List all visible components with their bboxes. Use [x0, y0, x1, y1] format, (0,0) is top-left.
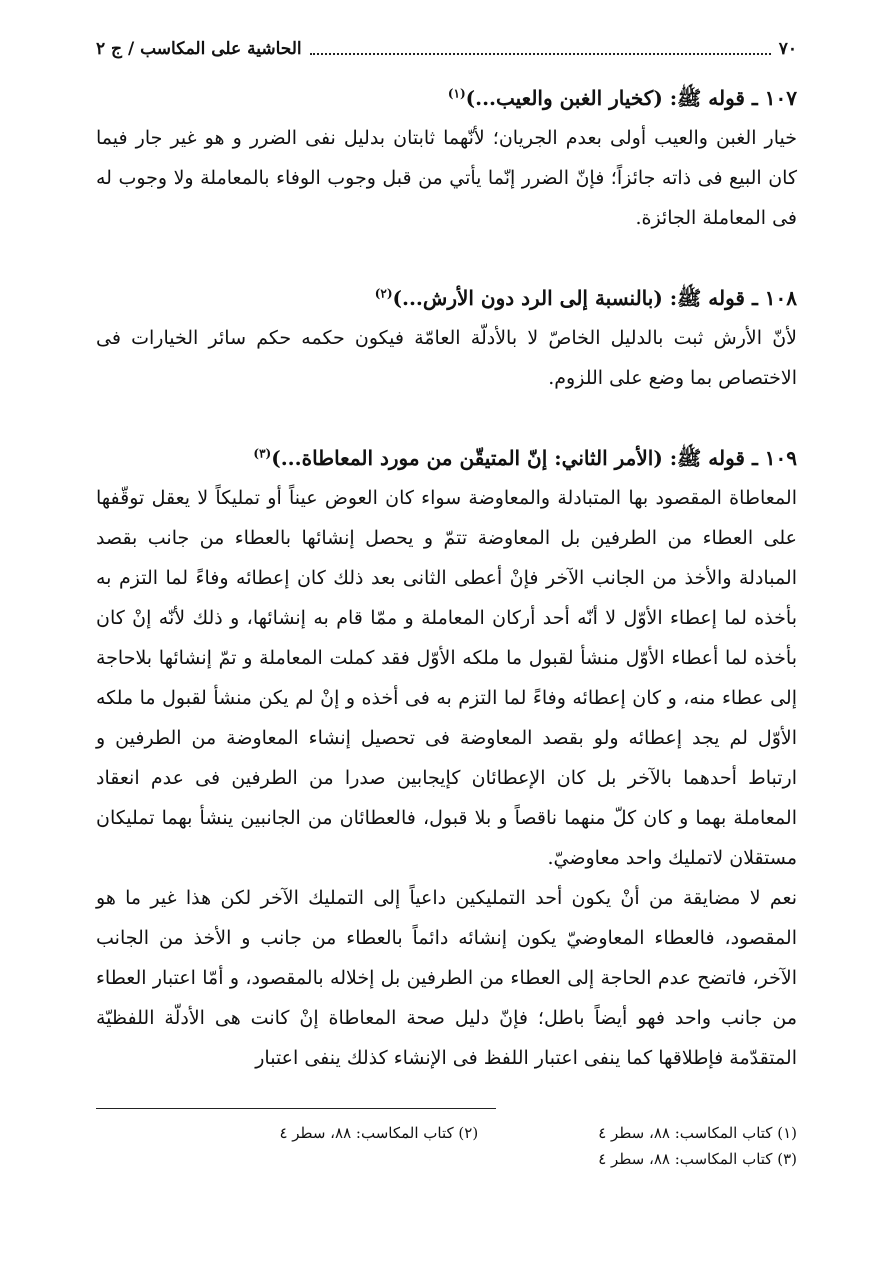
footnote-1: (١) كتاب المكاسب: ٨٨، سطر ٤ — [598, 1124, 797, 1142]
paragraph: نعم لا مضايقة من أنْ يكون أحد التمليكين داعياً إلى التمليك الآخر لكن هذا غير ما هو المقصود، فالعطاء المعاوضيّ يكون إنشائه دائماً بالعطاء من جانب و الأخذ من الجانب الآخر، فاتضح عدم الحاجة إلى العطاء من الطرفين بل إخلاله بالمقصود، و أمّا اعتبار العطاء من جانب واحد فهو أيضاً باطل؛ فإنّ دليل صحة المعاطاة إنْ كانت هى الأدلّة اللفظيّة المتقدّمة فإطلاقها كما ينفى اعتبار اللفظ فى الإنشاء كذلك ينفى اعتبار — [96, 887, 797, 1069]
footnote-row — [96, 1120, 797, 1146]
dot-leader — [310, 53, 771, 55]
heading-text: ١٠٧ ـ قوله ﷺ: (كخيار الغبن والعيب...) — [465, 86, 797, 110]
footnote-ref: (١) — [447, 86, 466, 101]
footnotes — [96, 1120, 797, 1172]
section-107 — [96, 78, 797, 238]
footnote-3: (٣) كتاب المكاسب: ٨٨، سطر ٤ — [598, 1150, 797, 1168]
section-109 — [96, 438, 797, 1078]
section-108 — [96, 278, 797, 398]
paragraph: لأنّ الأرش ثبت بالدليل الخاصّ لا بالأدلّة العامّة فيكون حكمه حكم سائر الخيارات فى الاختصاص بما وضع على اللزوم. — [96, 327, 797, 389]
heading-text: ١٠٩ ـ قوله ﷺ: (الأمر الثاني: إنّ المتيقّن من مورد المعاطاة...) — [271, 446, 797, 470]
paragraph: المعاطاة المقصود بها المتبادلة والمعاوضة سواء كان العوض عيناً أو تمليكاً لا يعقل توقّفها على العطاء من الطرفين بل المعاوضة تتمّ و يحصل إنشائها بالعطاء من جانب بقصد المبادلة والأخذ من الجانب الآخر فإنْ أعطى الثانى بعد ذلك كان إعطائه وفاءً لما التزم به بأخذه لما إعطاء الأوّل لا أنّه أحد أركان المعاملة و ممّا قام به إنشائها، و ذلك لأنّه إنْ كان بأخذه لما أعطاء الأوّل منشأ لقبول ما ملكه الأوّل فقد كملت المعاملة و تمّ إنشائها بلاحاجة إلى عطاء منه، و كان إعطائه وفاءً لما التزم به فى أخذه و إنْ لم يكن منشأ لقبول ما ملكه الأوّل لم يجد إعطائه ولو بقصد المعاوضة فى تحصيل إنشاء المعاوضة من الطرفين و ارتباط أحدهما بالآخر بل كان الإعطائان كإيجابين صدرا من الطرفين فى عدم انعقاد المعاملة بهما و كان كلّ منهما ناقصاً و بلا قبول، فالعطائان من الجانبين ينشأ بهما تمليكان مستقلان لاتمليك واحد معاوضيّ. — [96, 487, 798, 869]
section-heading — [96, 438, 797, 478]
section-heading — [96, 278, 797, 318]
running-header — [96, 34, 797, 64]
footnote-ref: (٣) — [253, 446, 272, 461]
main-text — [96, 78, 797, 1118]
heading-text: ١٠٨ ـ قوله ﷺ: (بالنسبة إلى الرد دون الأرش...) — [392, 286, 797, 310]
section-heading — [96, 78, 797, 118]
footnote-ref: (٢) — [374, 286, 393, 301]
footnote-2: (٢) كتاب المكاسب: ٨٨، سطر ٤ — [279, 1124, 479, 1142]
running-title: الحاشية على المكاسب / ج ٢ — [96, 39, 302, 59]
page-number: ٧٠ — [778, 39, 797, 59]
footnote-row — [96, 1146, 797, 1172]
paragraph: خيار الغبن والعيب أولى بعدم الجريان؛ لأنّهما ثابتان بدليل نفى الضرر و هو غير جار فيما كان البيع فى ذاته جائزاً؛ فإنّ الضرر إنّما يأتي من قبل وجوب الوفاء بالمعاملة ولا وجوب له فى المعاملة الجائزة. — [96, 127, 797, 229]
footnote-rule — [96, 1108, 496, 1109]
